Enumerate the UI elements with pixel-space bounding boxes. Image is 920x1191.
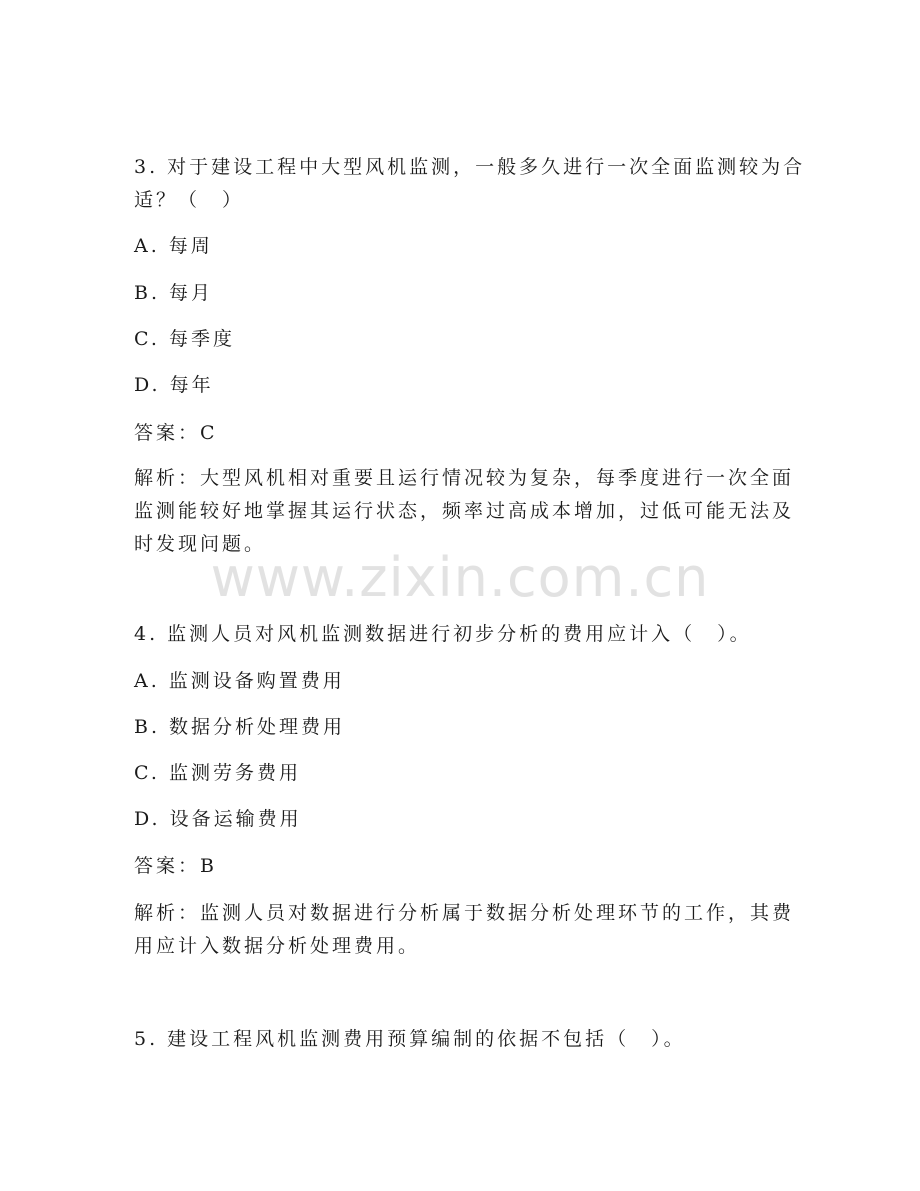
- question-4-stem: 4. 监测人员对风机监测数据进行初步分析的费用应计入（ ）。: [134, 623, 752, 645]
- question-4-answer: 答案：B: [134, 855, 217, 877]
- question-3-option-a: A. 每周: [134, 235, 213, 257]
- question-3-stem-line-1: 3. 对于建设工程中大型风机监测，一般多久进行一次全面监测较为合: [134, 156, 806, 178]
- question-3-option-b: B. 每月: [134, 282, 214, 304]
- question-3-analysis-line-1: 解析：大型风机相对重要且运行情况较为复杂，每季度进行一次全面: [134, 467, 795, 489]
- question-4-option-b: B. 数据分析处理费用: [134, 716, 346, 738]
- question-4-analysis-line-1: 解析：监测人员对数据进行分析属于数据分析处理环节的工作，其费: [134, 902, 795, 924]
- question-3-option-d: D. 每年: [134, 374, 214, 396]
- question-3-analysis-line-3: 时发现问题。: [134, 533, 267, 555]
- question-3-answer: 答案：C: [134, 422, 218, 444]
- question-4-option-c: C. 监测劳务费用: [134, 762, 301, 784]
- watermark: www.zixin.com.cn: [210, 546, 710, 609]
- question-3-stem-line-2: 适？（ ）: [134, 189, 245, 211]
- question-5-stem: 5. 建设工程风机监测费用预算编制的依据不包括（ ）。: [134, 1028, 686, 1050]
- question-4-analysis-line-2: 用应计入数据分析处理费用。: [134, 935, 421, 957]
- question-3-option-c: C. 每季度: [134, 328, 235, 350]
- question-4-option-a: A. 监测设备购置费用: [134, 670, 345, 692]
- question-4-option-d: D. 设备运输费用: [134, 808, 302, 830]
- question-3-analysis-line-2: 监测能较好地掌握其运行状态，频率过高成本增加，过低可能无法及: [134, 500, 795, 522]
